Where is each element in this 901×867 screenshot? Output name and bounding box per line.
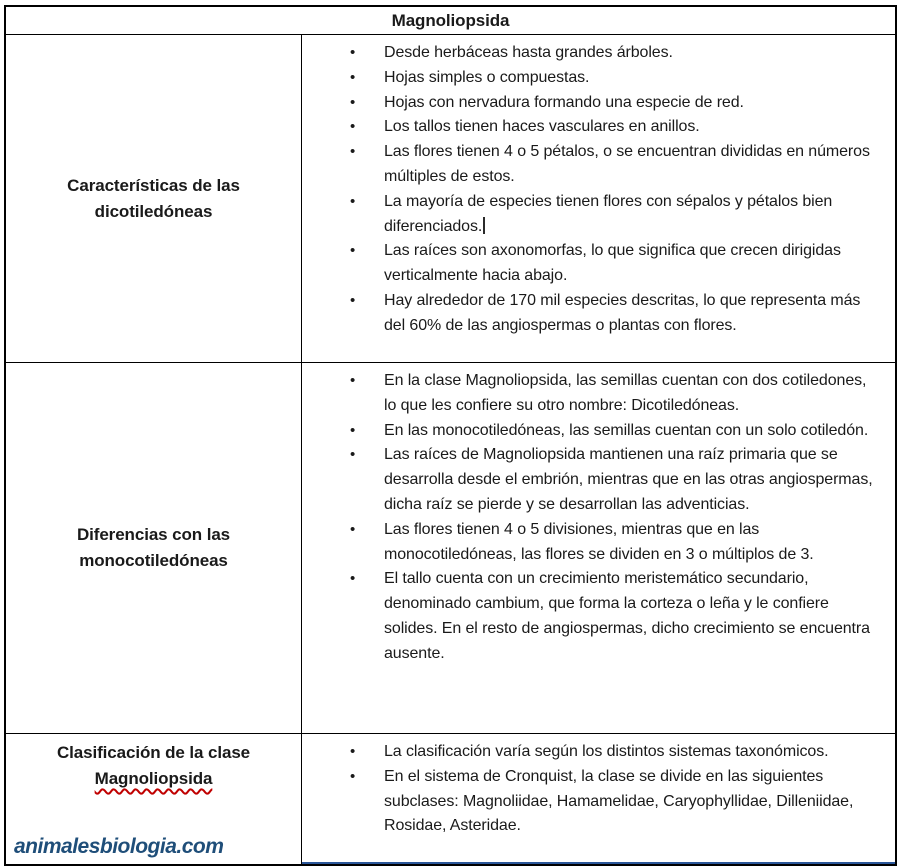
bullet-icon: • xyxy=(350,743,356,760)
bullet-text-wrap xyxy=(384,41,673,66)
bullet-text-wrap xyxy=(384,91,744,116)
bullet-text: Las raíces son axonomorfas, lo que significa que crecen dirigidas verticalmente hacia abajo. xyxy=(384,242,841,285)
row-content-cell[interactable] xyxy=(302,35,895,362)
bullet-text-wrap xyxy=(384,115,700,140)
bullet-item xyxy=(350,41,883,66)
bullet-list xyxy=(350,41,883,339)
bullet-item xyxy=(350,443,883,517)
bullet-text: Las raíces de Magnoliopsida mantienen una raíz primaria que se desarrolla desde el embrión, mientras que en las otras angiospermas, dicha raíz se pierde y se desarrollan las adventicias. xyxy=(384,446,873,513)
bullet-text-wrap xyxy=(384,140,880,190)
bullet-item xyxy=(350,115,883,140)
table-row xyxy=(6,734,895,864)
bullet-text-wrap xyxy=(384,369,880,419)
row-label-line: Magnoliopsida xyxy=(94,769,213,788)
row-label-line: Clasificación de la clase xyxy=(56,743,251,762)
bullet-icon: • xyxy=(350,570,356,588)
bullet-icon: • xyxy=(350,192,356,210)
table-row xyxy=(6,35,895,363)
row-label-cell[interactable] xyxy=(6,35,302,362)
bullet-text: La mayoría de especies tienen flores con sépalos y pétalos bien diferenciados. xyxy=(384,192,833,235)
table-body xyxy=(6,35,895,864)
row-content-cell[interactable] xyxy=(302,734,895,864)
bullet-icon: • xyxy=(350,372,356,389)
row-label-line: Características de las xyxy=(67,175,240,195)
bullet-text: En la clase Magnoliopsida, las semillas cuentan con dos cotiledones, lo que les confiere su otro nombre: Dicotiledóneas. xyxy=(384,372,867,414)
bullet-item xyxy=(350,369,883,419)
bullet-text: Hojas simples o compuestas. xyxy=(384,68,590,86)
bullet-item xyxy=(350,190,883,240)
bullet-text: En el sistema de Cronquist, la clase se divide en las siguientes subclases: Magnoliidae, Hamamelidae, Caryophyllidae, Dilleniidae, Rosidae, Asteridae. xyxy=(384,767,854,835)
bullet-text: El tallo cuenta con un crecimiento meristemático secundario, denominado cambium, que forma la corteza o leña y le confiere solides. En el resto de angiospermas, dicho crecimiento se encuentra ausente. xyxy=(384,570,870,662)
bullet-item xyxy=(350,567,883,666)
bullet-item xyxy=(350,765,883,839)
bullet-text-wrap xyxy=(384,66,589,91)
bullet-text: Desde herbáceas hasta grandes árboles. xyxy=(384,44,673,61)
bullet-text: Hojas con nervadura formando una especie de red. xyxy=(384,93,744,111)
text-cursor xyxy=(483,217,485,234)
bullet-text: Hay alrededor de 170 mil especies descritas, lo que representa más del 60% de las angiospermas o plantas con flores. xyxy=(384,291,861,334)
bullet-icon: • xyxy=(350,242,356,260)
row-label-line: dicotiledóneas xyxy=(94,201,213,221)
bullet-item xyxy=(350,239,883,289)
bullet-text-wrap xyxy=(384,190,880,240)
row-label-cell[interactable] xyxy=(6,734,302,864)
row-content-cell[interactable] xyxy=(302,363,895,733)
bullet-icon: • xyxy=(350,446,356,464)
table-header-cell[interactable] xyxy=(6,7,895,35)
bullet-item xyxy=(350,66,883,91)
watermark: animalesbiologia.com xyxy=(14,835,224,858)
row-label-line: monocotiledóneas xyxy=(79,551,228,570)
bullet-text-wrap xyxy=(384,443,880,517)
bullet-text: Las flores tienen 4 o 5 pétalos, o se encuentran divididas en números múltiples de estos. xyxy=(384,143,870,185)
magnoliopsida-table xyxy=(4,5,897,866)
bullet-icon: • xyxy=(350,143,356,161)
bullet-text-wrap xyxy=(384,567,880,666)
bullet-icon: • xyxy=(350,291,356,309)
bullet-list xyxy=(350,369,883,667)
bullet-icon: • xyxy=(350,44,356,61)
bullet-item xyxy=(350,140,883,190)
bullet-text-wrap xyxy=(384,419,868,444)
bullet-item xyxy=(350,91,883,116)
bullet-item xyxy=(350,289,883,339)
bullet-icon: • xyxy=(350,767,356,785)
bullet-text-wrap xyxy=(384,239,880,289)
table-title: Magnoliopsida xyxy=(391,10,510,30)
row-label xyxy=(57,740,250,792)
table-row xyxy=(6,363,895,734)
bullet-text: La clasificación varía según los distintos sistemas taxonómicos. xyxy=(384,743,829,760)
bullet-icon: • xyxy=(350,68,356,86)
bullet-list xyxy=(350,740,883,839)
bullet-icon: • xyxy=(350,93,356,111)
bullet-item xyxy=(350,419,883,444)
row-label xyxy=(67,173,240,225)
bullet-text: Las flores tienen 4 o 5 divisiones, mientras que en las monocotiledóneas, las flores se dividen en 3 o múltiplos de 3. xyxy=(384,520,814,563)
row-label-cell[interactable] xyxy=(6,363,302,733)
bullet-text: En las monocotiledóneas, las semillas cuentan con un solo cotiledón. xyxy=(384,421,869,439)
bullet-icon: • xyxy=(350,118,356,136)
bullet-text-wrap xyxy=(384,765,880,839)
bullet-text-wrap xyxy=(384,740,828,765)
bullet-text-wrap xyxy=(384,289,880,339)
bullet-text: Los tallos tienen haces vasculares en anillos. xyxy=(384,118,700,136)
bullet-icon: • xyxy=(350,421,356,439)
bullet-item xyxy=(350,740,883,765)
blue-accent-line xyxy=(302,862,895,864)
row-label-line: Diferencias con las xyxy=(76,525,231,544)
bullet-item xyxy=(350,518,883,568)
bullet-icon: • xyxy=(350,520,356,538)
row-label xyxy=(77,522,230,574)
bullet-text-wrap xyxy=(384,518,880,568)
